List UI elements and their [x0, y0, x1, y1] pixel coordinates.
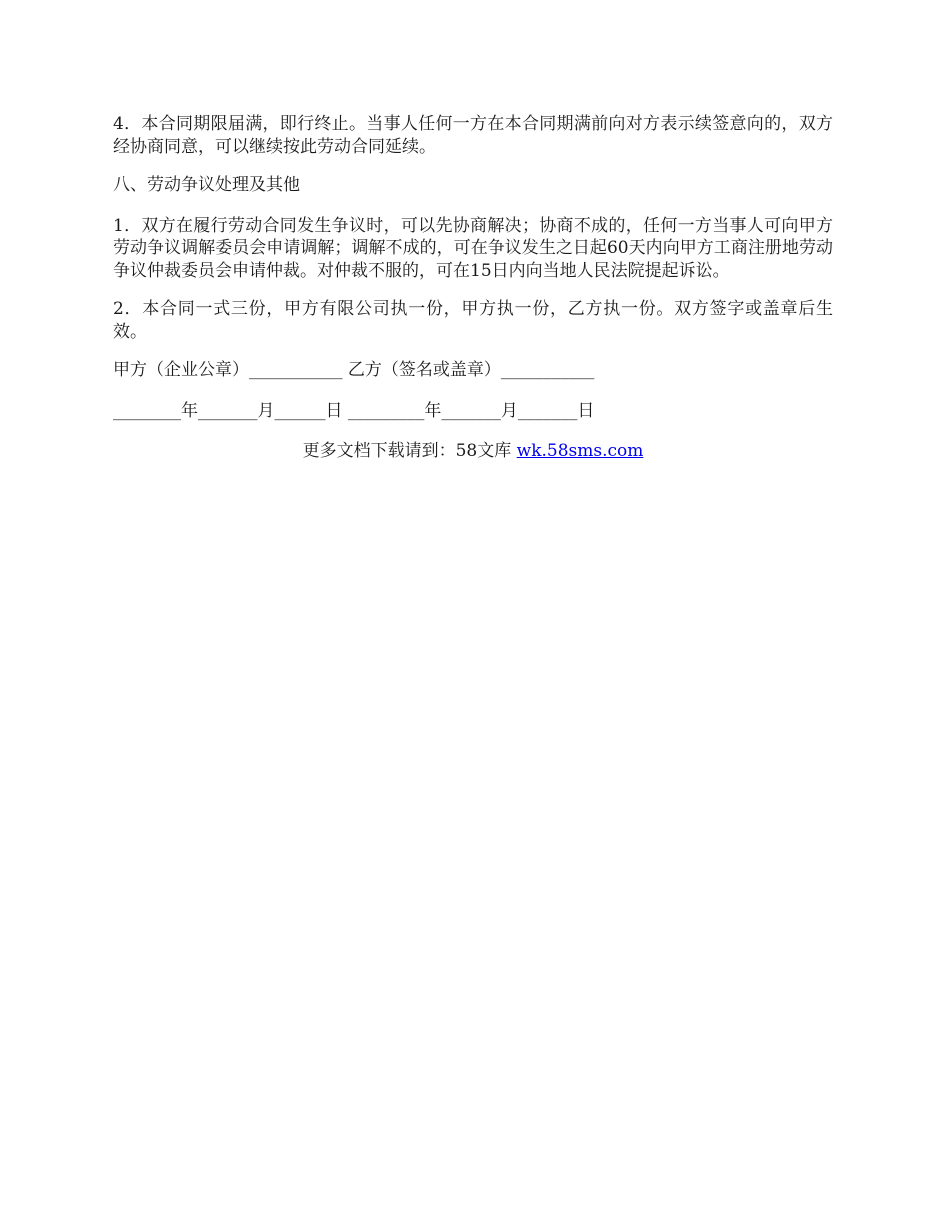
footer-download-note — [113, 440, 833, 463]
date-line: ________年_______月______日 _________年_______月_______日 — [113, 400, 595, 421]
document-body — [113, 113, 833, 463]
footer-text: 更多文档下载请到：58文库 — [302, 441, 517, 461]
signature-line: 甲方（企业公章）___________ 乙方（签名或盖章）___________ — [113, 360, 595, 380]
paragraph-dispute-resolution: 1．双方在履行劳动合同发生争议时，可以先协商解决；协商不成的，任何一方当事人可向甲方劳动争议调解委员会申请调解；调解不成的，可在争议发生之日起60天内向甲方工商注册地劳动争议仲裁委员会申请仲裁。对仲裁不服的，可在15日内向当地人民法院提起诉讼。 — [113, 215, 833, 281]
section-heading-labor-disputes: 八、劳动争议处理及其他 — [113, 175, 300, 195]
paragraph-copies-effective: 2．本合同一式三份，甲方有限公司执一份，甲方执一份，乙方执一份。双方签字或盖章后生效。 — [113, 299, 833, 342]
paragraph-term-expiry: 4．本合同期限届满，即行终止。当事人任何一方在本合同期满前向对方表示续签意向的，双方经协商同意，可以继续按此劳动合同延续。 — [113, 114, 833, 157]
footer-link[interactable]: wk.58sms.com — [516, 441, 644, 461]
